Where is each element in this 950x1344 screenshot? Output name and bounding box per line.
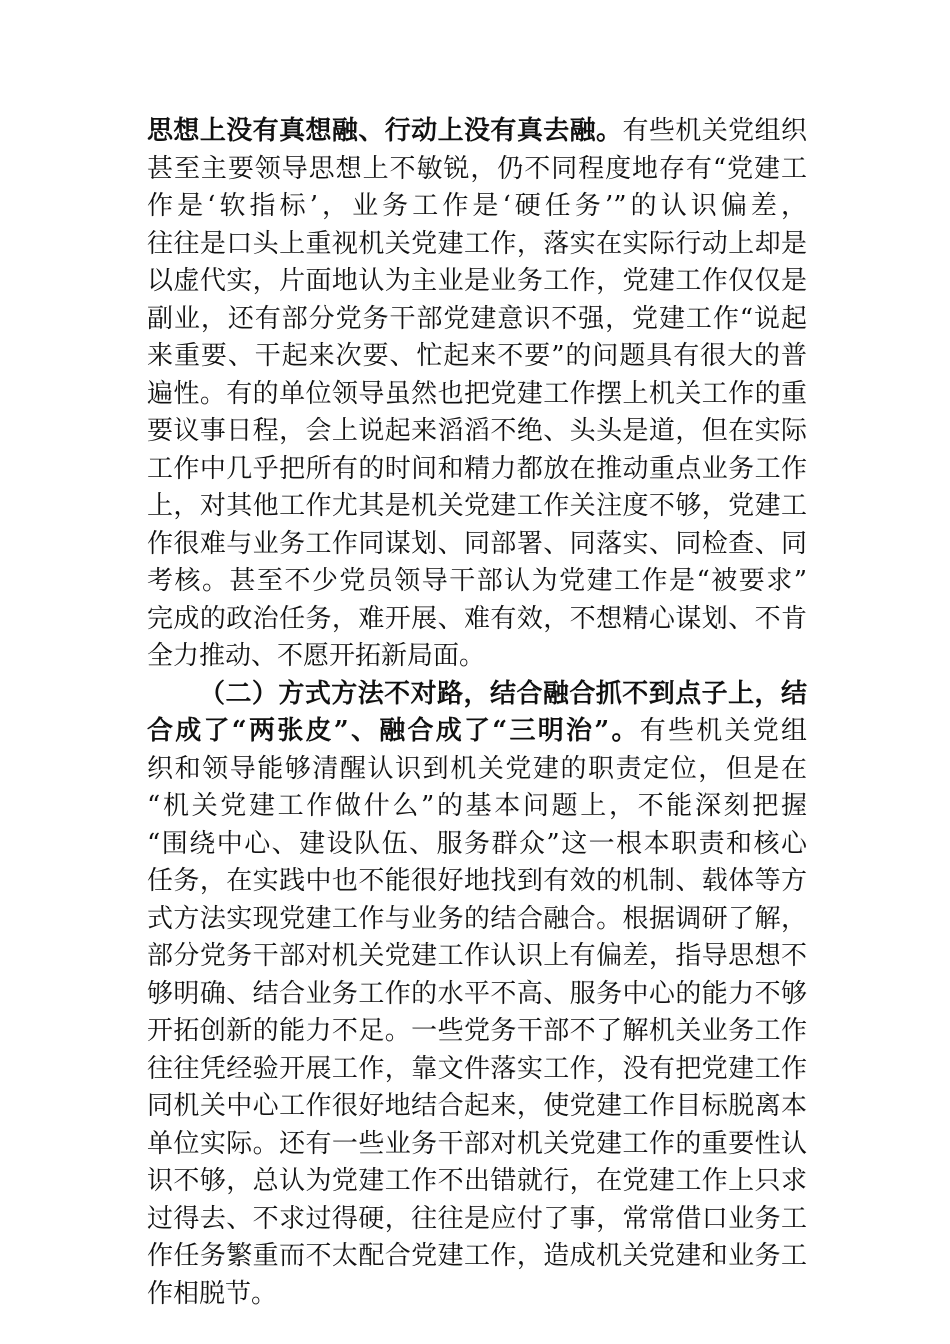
text-line: 工作中几乎把所有的时间和精力都放在推动重点业务工作: [147, 453, 807, 484]
text-line: “围绕中心、建设队伍、服务群众”这一根本职责和核心: [147, 828, 807, 859]
text-line: 单位实际。还有一些业务干部对机关党建工作的重要性认: [147, 1128, 807, 1159]
text-line: 作任务繁重而不太配合党建工作，造成机关党建和业务工: [147, 1241, 807, 1271]
text-line: 以虚代实，片面地认为主业是业务工作，党建工作仅仅是: [147, 266, 807, 296]
text-line: 合成了“两张皮”、融合成了“三明治”。有些机关党组: [147, 716, 807, 746]
text-line: 作是‘软指标’，业务工作是‘硬任务’”的认识偏差，: [147, 191, 807, 221]
text-line: 来重要、干起来次要、忙起来不要”的问题具有很大的普: [147, 341, 807, 371]
text-line: 开拓创新的能力不足。一些党务干部不了解机关业务工作: [147, 1016, 807, 1046]
text-line: 织和领导能够清醒认识到机关党建的职责定位，但是在: [147, 753, 807, 784]
text-line: 全力推动、不愿开拓新局面。: [147, 641, 486, 671]
text-line: 同机关中心工作很好地结合起来，使党建工作目标脱离本: [147, 1091, 807, 1121]
text-line: 思想上没有真想融、行动上没有真去融。有些机关党组织: [147, 116, 807, 146]
text-line: 式方法实现党建工作与业务的结合融合。根据调研了解，: [147, 903, 807, 934]
paragraph-2: [147, 676, 807, 1314]
text-line: 完成的政治任务，难开展、难有效，不想精心谋划、不肯: [147, 603, 807, 634]
text-line: 任务，在实践中也不能很好地找到有效的机制、载体等方: [147, 866, 807, 896]
text-line: 上，对其他工作尤其是机关党建工作关注度不够，党建工: [147, 491, 807, 521]
text-line: 往往是口头上重视机关党建工作，落实在实际行动上却是: [147, 228, 807, 259]
text-line: 遍性。有的单位领导虽然也把党建工作摆上机关工作的重: [147, 378, 807, 409]
text-line: 过得去、不求过得硬，往往是应付了事，常常借口业务工: [147, 1203, 807, 1234]
paragraph-1: [147, 113, 807, 676]
text-line: “机关党建工作做什么”的基本问题上，不能深刻把握: [147, 791, 807, 821]
text-line: 够明确、结合业务工作的水平不高、服务中心的能力不够: [147, 978, 807, 1009]
section-heading-line: （二）方式方法不对路，结合融合抓不到点子上，结: [199, 678, 807, 709]
text-line: 作相脱节。: [147, 1278, 278, 1309]
text-line: 作很难与业务工作同谋划、同部署、同落实、同检查、同: [147, 528, 807, 559]
text-line: 要议事日程，会上说起来滔滔不绝、头头是道，但在实际: [147, 416, 807, 446]
text-line: 往往凭经验开展工作，靠文件落实工作，没有把党建工作: [147, 1053, 807, 1084]
document-body: [147, 113, 807, 1313]
text-line: 识不够，总认为党建工作不出错就行，在党建工作上只求: [147, 1166, 807, 1196]
text-line: 甚至主要领导思想上不敏锐，仍不同程度地存有“党建工: [147, 153, 807, 184]
text-line: 副业，还有部分党务干部党建意识不强，党建工作“说起: [147, 303, 807, 334]
text-line: 考核。甚至不少党员领导干部认为党建工作是“被要求”: [147, 566, 807, 596]
text-line: 部分党务干部对机关党建工作认识上有偏差，指导思想不: [147, 941, 807, 971]
